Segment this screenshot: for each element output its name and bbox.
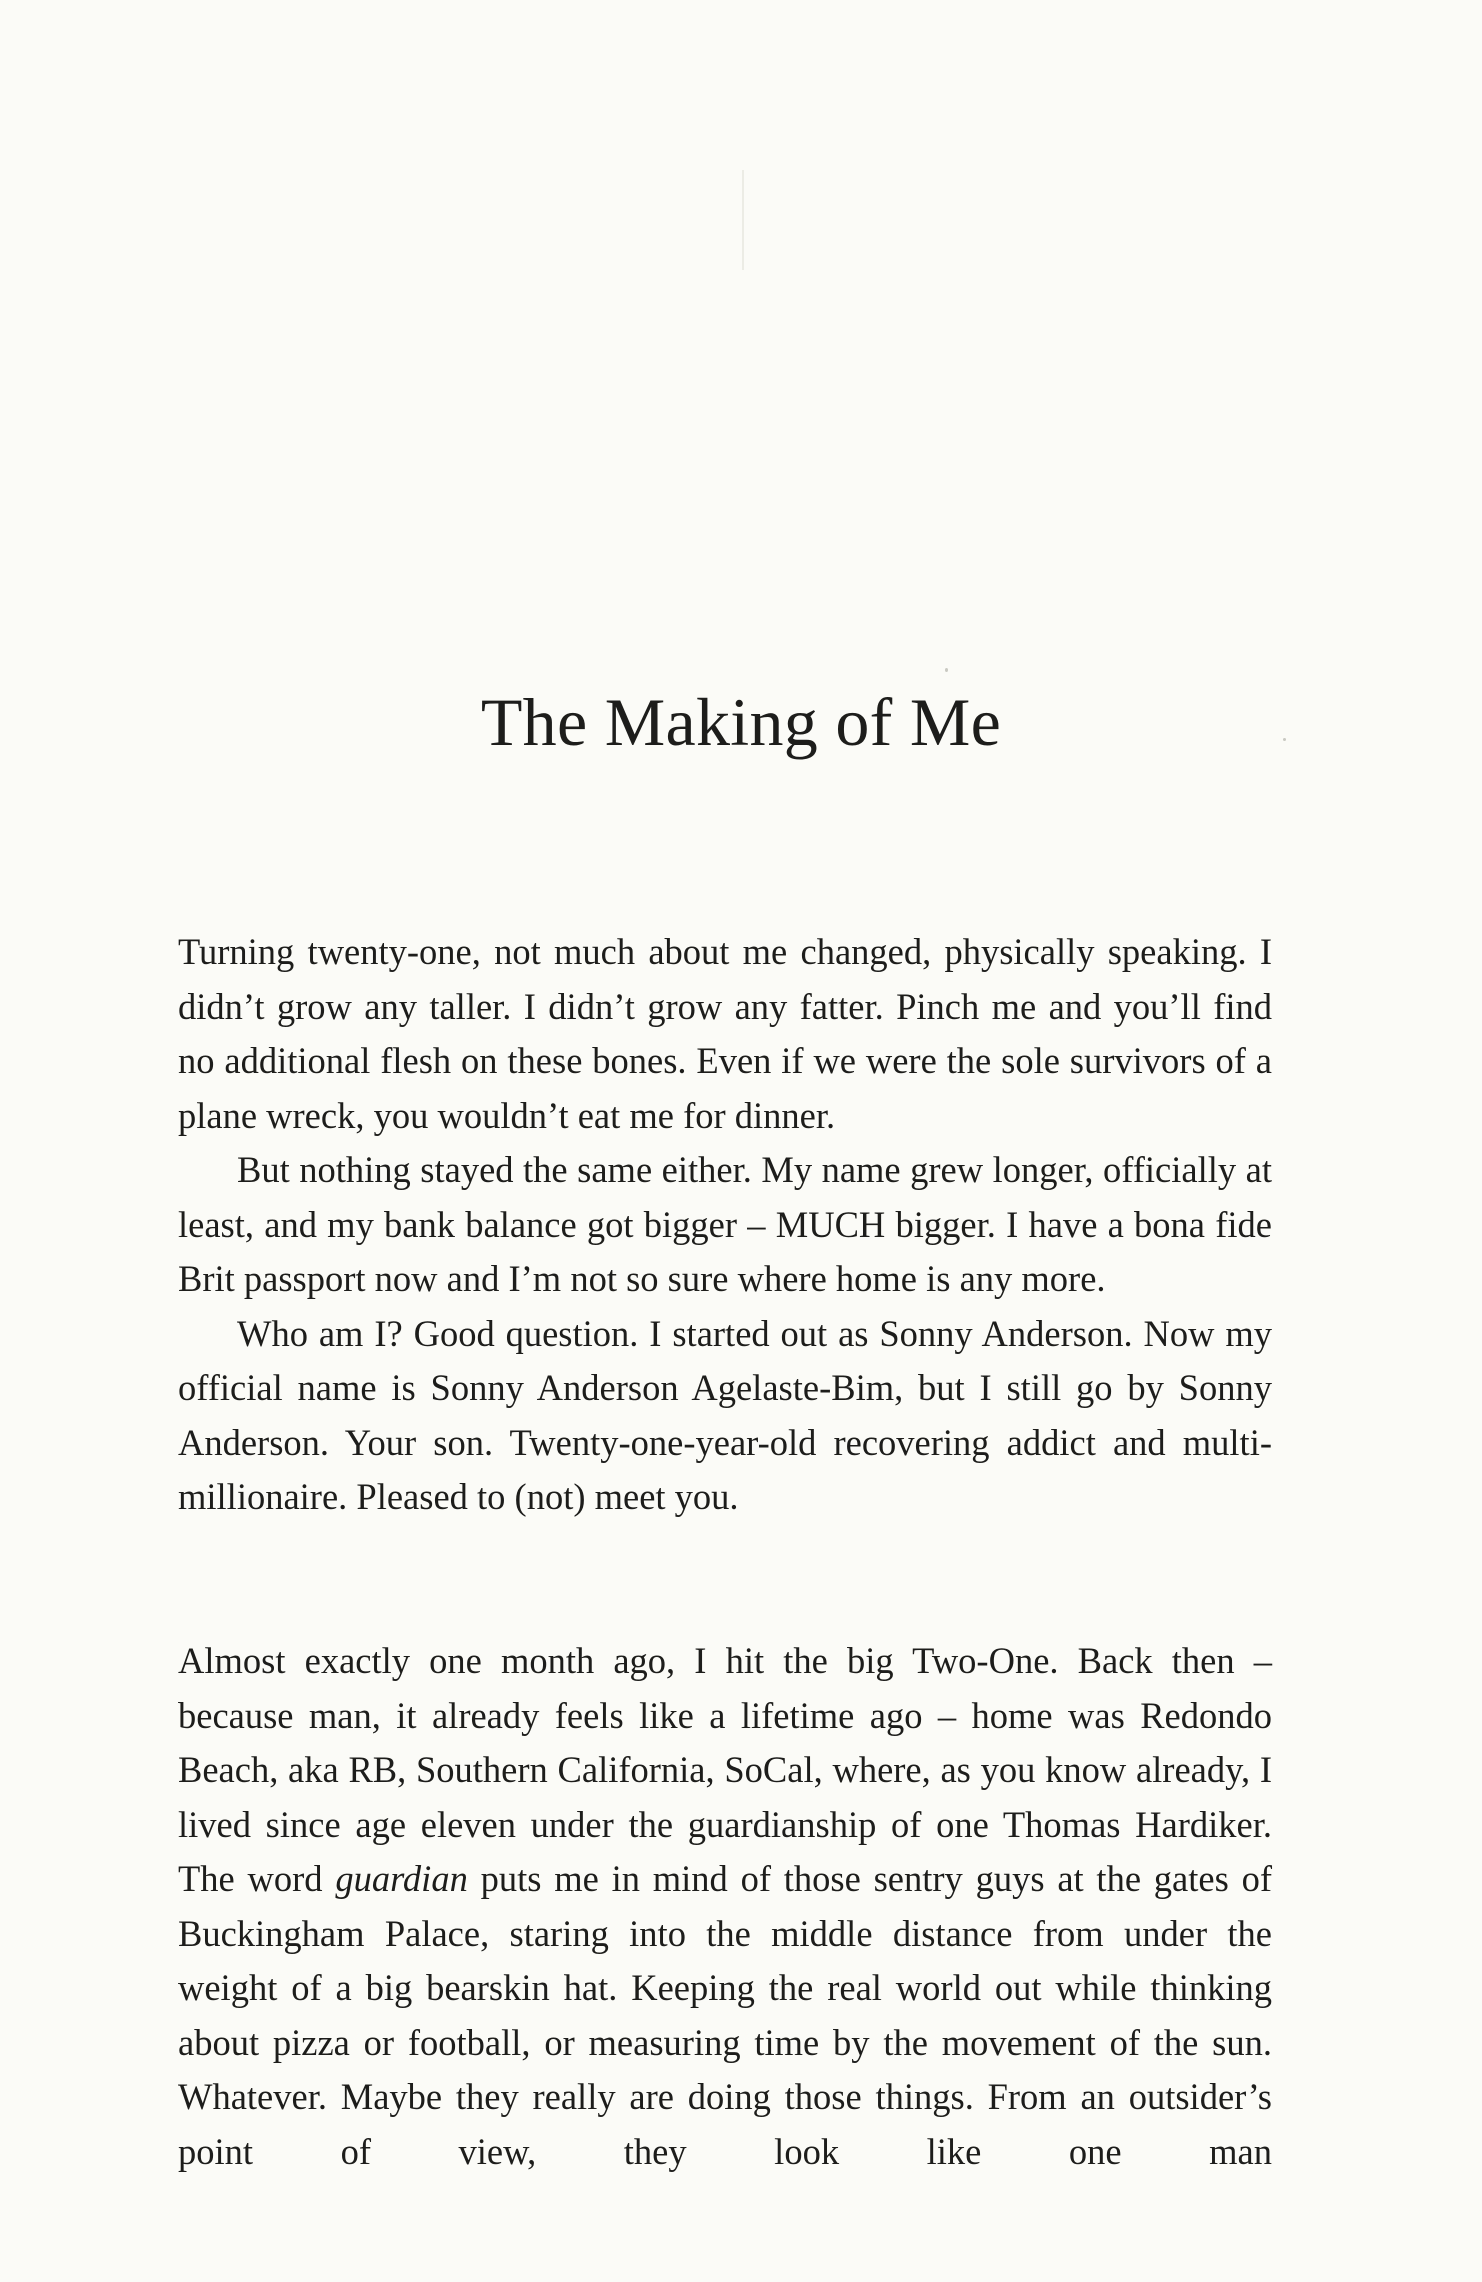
- paragraph-text: Almost exactly one month ago, I hit the big Two-One. Back then – because man, it already feels like a lifetime ago – home was Redondo Beach, aka RB, Southern California, SoCal, where, as you know already, I lived since age eleven under the guardianship of one Thomas Hardiker. The word: [178, 1640, 1272, 1899]
- paragraph: Turning twenty-one, not much about me changed, physically speaking. I didn’t grow any taller. I didn’t grow any fatter. Pinch me and you’ll find no additional flesh on these bones. Even if we were the sole survivors of a plane wreck, you wouldn’t eat me for dinner.: [178, 931, 1272, 1136]
- opening-section: [178, 925, 1272, 1525]
- paragraph-text: puts me in mind of those sentry guys at the gates of Buckingham Palace, staring into the middle distance from under the weight of a big bearskin hat. Keeping the real world out while thinking about pizza or football, or measuring time by the movement of the sun. Whatever. Maybe they really are doing those things. From an outsider’s point of view, they look like one man: [178, 1858, 1272, 2172]
- second-section: [178, 1634, 1272, 2179]
- paragraph-continued: [178, 1634, 1272, 2179]
- italic-word: guardian: [335, 1858, 468, 1899]
- chapter-title: The Making of Me: [480, 684, 1002, 760]
- paper-speck: [945, 668, 948, 672]
- paragraph: Who am I? Good question. I started out as Sonny Anderson. Now my official name is Sonny Anderson Agelaste-Bim, but I still go by Sonny Anderson. Your son. Twenty-one-year-old recovering addict and multi-millionaire. Pleased to (not) meet you.: [178, 1312, 1272, 1517]
- paragraph: But nothing stayed the same either. My name grew longer, officially at least, and my bank balance got bigger – MUCH bigger. I have a bona fide Brit passport now and I’m not so sure where home is any more.: [178, 1149, 1272, 1299]
- page-crease-mark: [742, 170, 744, 270]
